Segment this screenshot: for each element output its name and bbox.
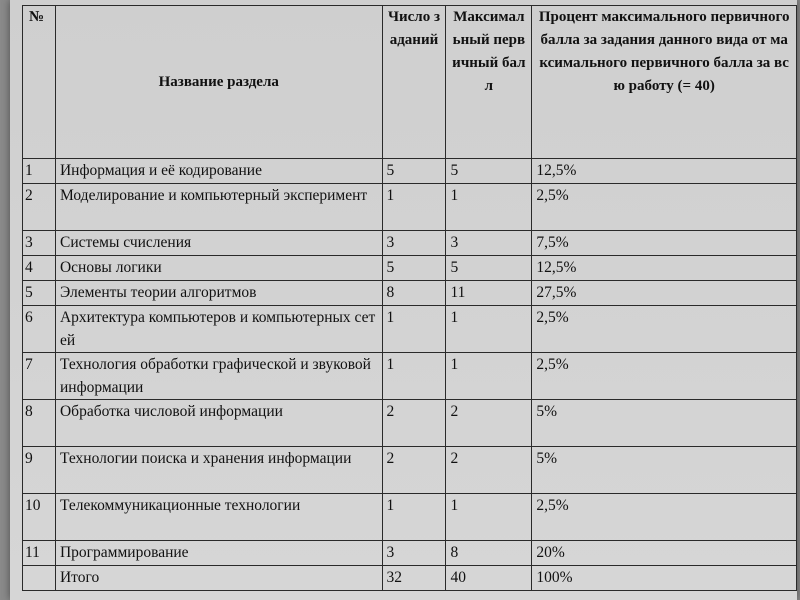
row-max: 2	[446, 400, 532, 447]
row-num: 7	[23, 353, 56, 400]
row-name: Телекоммуникационные технологии	[55, 494, 382, 541]
header-name: Название раздела	[55, 6, 382, 159]
table-row	[23, 184, 797, 231]
row-percent: 5%	[532, 400, 797, 447]
row-max: 5	[446, 256, 532, 281]
table-row	[23, 400, 797, 447]
table-row	[23, 159, 797, 184]
row-num: 3	[23, 231, 56, 256]
document-page	[10, 0, 797, 600]
header-num: №	[23, 6, 56, 159]
row-num: 10	[23, 494, 56, 541]
row-percent: 2,5%	[532, 494, 797, 541]
header-percent: Процент максимального первичного балла за задания данного вида от максимального первичного балла за всю работу (= 40)	[532, 6, 797, 159]
row-name: Архитектура компьютеров и компьютерных сетей	[55, 306, 382, 353]
row-num: 5	[23, 281, 56, 306]
table-row	[23, 281, 797, 306]
row-name: Программирование	[55, 541, 382, 566]
sections-table	[22, 5, 797, 591]
row-max: 11	[446, 281, 532, 306]
row-tasks: 1	[382, 353, 446, 400]
row-tasks: 3	[382, 541, 446, 566]
row-name: Обработка числовой информации	[55, 400, 382, 447]
table-row	[23, 353, 797, 400]
row-tasks: 1	[382, 306, 446, 353]
total-percent: 100%	[532, 566, 797, 591]
row-tasks: 5	[382, 159, 446, 184]
total-max: 40	[446, 566, 532, 591]
table-row	[23, 256, 797, 281]
row-percent: 7,5%	[532, 231, 797, 256]
row-max: 8	[446, 541, 532, 566]
row-name: Технологии поиска и хранения информации	[55, 447, 382, 494]
row-num: 6	[23, 306, 56, 353]
table-row	[23, 494, 797, 541]
row-percent: 20%	[532, 541, 797, 566]
row-max: 3	[446, 231, 532, 256]
row-max: 1	[446, 306, 532, 353]
total-tasks: 32	[382, 566, 446, 591]
header-max: Максимальный первичный балл	[446, 6, 532, 159]
row-max: 1	[446, 494, 532, 541]
row-tasks: 2	[382, 447, 446, 494]
row-percent: 2,5%	[532, 184, 797, 231]
row-tasks: 3	[382, 231, 446, 256]
table-row	[23, 447, 797, 494]
row-tasks: 1	[382, 184, 446, 231]
row-percent: 5%	[532, 447, 797, 494]
row-name: Основы логики	[55, 256, 382, 281]
table-row	[23, 231, 797, 256]
table-row	[23, 541, 797, 566]
row-tasks: 1	[382, 494, 446, 541]
row-name: Системы счисления	[55, 231, 382, 256]
table-row	[23, 306, 797, 353]
row-num: 1	[23, 159, 56, 184]
row-percent: 27,5%	[532, 281, 797, 306]
row-tasks: 5	[382, 256, 446, 281]
row-percent: 12,5%	[532, 256, 797, 281]
row-num: 11	[23, 541, 56, 566]
total-row	[23, 566, 797, 591]
row-name: Технология обработки графической и звуковой информации	[55, 353, 382, 400]
row-tasks: 2	[382, 400, 446, 447]
row-name: Информация и её кодирование	[55, 159, 382, 184]
row-tasks: 8	[382, 281, 446, 306]
row-num: 8	[23, 400, 56, 447]
header-tasks: Число заданий	[382, 6, 446, 159]
total-num	[23, 566, 56, 591]
row-max: 2	[446, 447, 532, 494]
row-percent: 2,5%	[532, 306, 797, 353]
row-num: 4	[23, 256, 56, 281]
row-num: 9	[23, 447, 56, 494]
row-max: 5	[446, 159, 532, 184]
row-max: 1	[446, 184, 532, 231]
row-name: Элементы теории алгоритмов	[55, 281, 382, 306]
row-percent: 2,5%	[532, 353, 797, 400]
row-max: 1	[446, 353, 532, 400]
row-name: Моделирование и компьютерный эксперимент	[55, 184, 382, 231]
total-label: Итого	[55, 566, 382, 591]
row-percent: 12,5%	[532, 159, 797, 184]
row-num: 2	[23, 184, 56, 231]
header-row	[23, 6, 797, 159]
